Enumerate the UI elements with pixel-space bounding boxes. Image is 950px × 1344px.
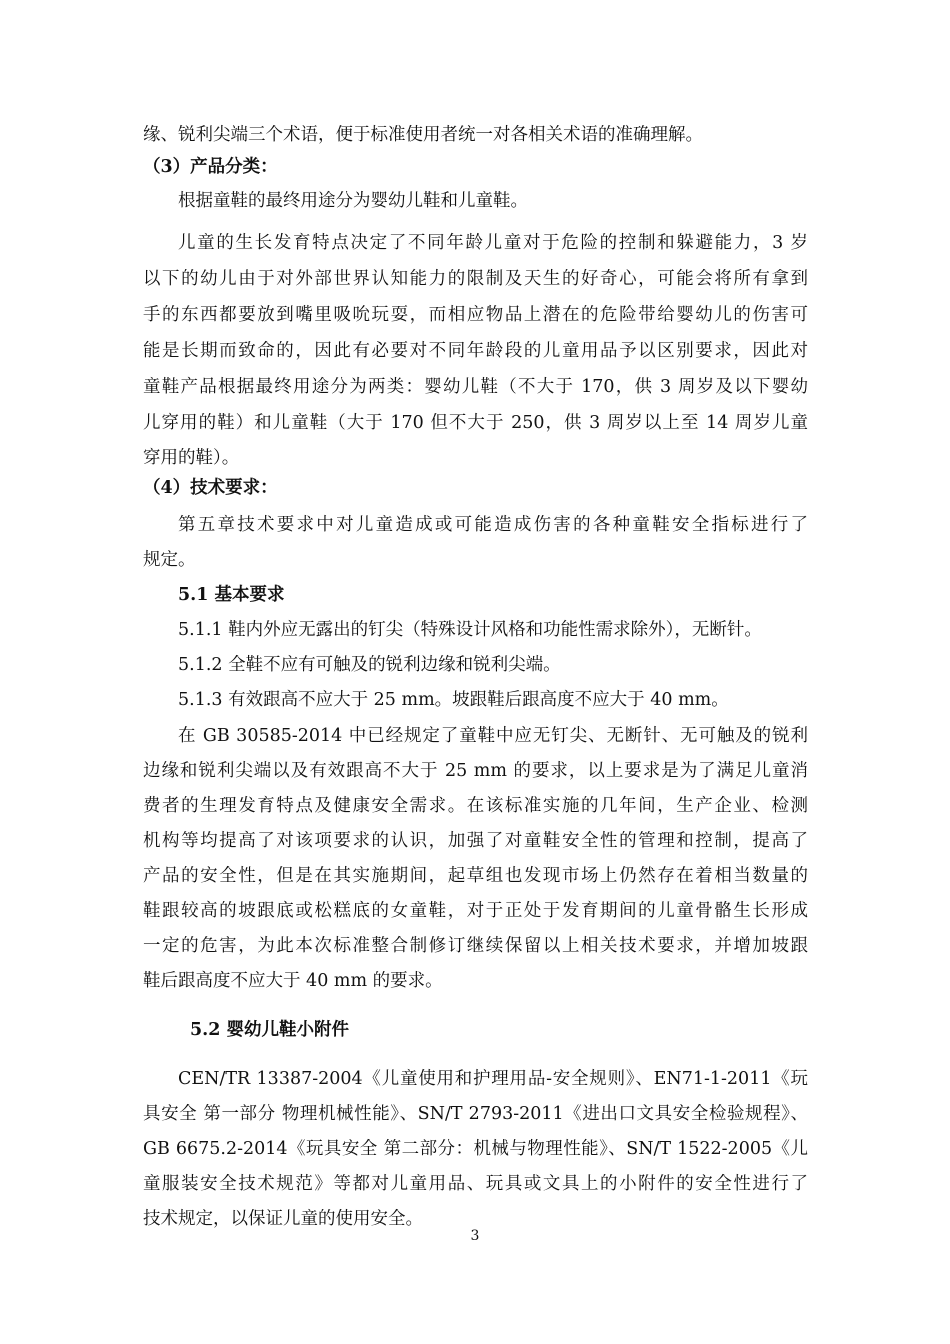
page-number: 3 xyxy=(470,1228,480,1244)
text-line: 鞋跟较高的坡跟底或松糕底的女童鞋，对于正处于发育期间的儿童骨骼生长形成 xyxy=(143,901,808,921)
text-line: CEN/TR 13387-2004《儿童使用和护理用品-安全规则》、EN71-1-2011《玩 xyxy=(178,1069,808,1089)
text-line: 费者的生理发育特点及健康安全需求。在该标准实施的几年间，生产企业、检测 xyxy=(143,796,808,816)
section-heading-technical-requirements: （4）技术要求： xyxy=(143,478,278,498)
text-line: 手的东西都要放到嘴里吸吮玩耍，而相应物品上潜在的危险带给婴幼儿的伤害可 xyxy=(143,305,808,325)
text-line: 规定。 xyxy=(143,550,196,570)
text-line: 边缘和锐利尖端以及有效跟高不大于 25 mm 的要求，以上要求是为了满足儿童消 xyxy=(143,761,808,781)
text-line: 以下的幼儿由于对外部世界认知能力的限制及天生的好奇心，可能会将所有拿到 xyxy=(143,269,808,289)
subsection-heading-basic-requirements: 5.1 基本要求 xyxy=(178,585,285,605)
text-line: 童鞋产品根据最终用途分为两类：婴幼儿鞋（不大于 170，供 3 周岁及以下婴幼 xyxy=(143,377,808,397)
text-line: GB 6675.2-2014《玩具安全 第二部分：机械与物理性能》、SN/T 1522-2005《儿 xyxy=(143,1139,808,1159)
text-line: 穿用的鞋）。 xyxy=(143,448,240,468)
text-line: 技术规定，以保证儿童的使用安全。 xyxy=(143,1209,423,1229)
text-line: 儿穿用的鞋）和儿童鞋（大于 170 但不大于 250，供 3 周岁以上至 14 周岁儿童 xyxy=(143,413,808,433)
text-line: 儿童的生长发育特点决定了不同年龄儿童对于危险的控制和躲避能力，3 岁 xyxy=(178,233,808,253)
text-line: 缘、锐利尖端三个术语，便于标准使用者统一对各相关术语的准确理解。 xyxy=(143,125,703,145)
text-line: 根据童鞋的最终用途分为婴幼儿鞋和儿童鞋。 xyxy=(178,191,528,211)
text-line: 具安全 第一部分 物理机械性能》、SN/T 2793-2011《进出口文具安全检验规程》、 xyxy=(143,1104,808,1124)
text-line: 能是长期而致命的，因此有必要对不同年龄段的儿童用品予以区别要求，因此对 xyxy=(143,341,808,361)
section-heading-product-classification: （3）产品分类： xyxy=(143,157,278,177)
text-line: 鞋后跟高度不应大于 40 mm 的要求。 xyxy=(143,971,443,991)
text-line: 在 GB 30585-2014 中已经规定了童鞋中应无钉尖、无断针、无可触及的锐利 xyxy=(178,726,808,746)
subsection-heading-infant-shoe-accessories: 5.2 婴幼儿鞋小附件 xyxy=(190,1020,350,1040)
text-line: 5.1.2 全鞋不应有可触及的锐利边缘和锐利尖端。 xyxy=(178,655,561,675)
text-line: 产品的安全性，但是在其实施期间，起草组也发现市场上仍然存在着相当数量的 xyxy=(143,866,808,886)
text-line: 第五章技术要求中对儿童造成或可能造成伤害的各种童鞋安全指标进行了 xyxy=(178,515,808,535)
text-line: 一定的危害，为此本次标准整合制修订继续保留以上相关技术要求，并增加坡跟 xyxy=(143,936,808,956)
text-line: 机构等均提高了对该项要求的认识，加强了对童鞋安全性的管理和控制，提高了 xyxy=(143,831,808,851)
text-line: 5.1.3 有效跟高不应大于 25 mm。坡跟鞋后跟高度不应大于 40 mm。 xyxy=(178,690,729,710)
text-line: 5.1.1 鞋内外应无露出的钉尖（特殊设计风格和功能性需求除外），无断针。 xyxy=(178,620,762,640)
text-line: 童服装安全技术规范》等都对儿童用品、玩具或文具上的小附件的安全性进行了 xyxy=(143,1174,808,1194)
